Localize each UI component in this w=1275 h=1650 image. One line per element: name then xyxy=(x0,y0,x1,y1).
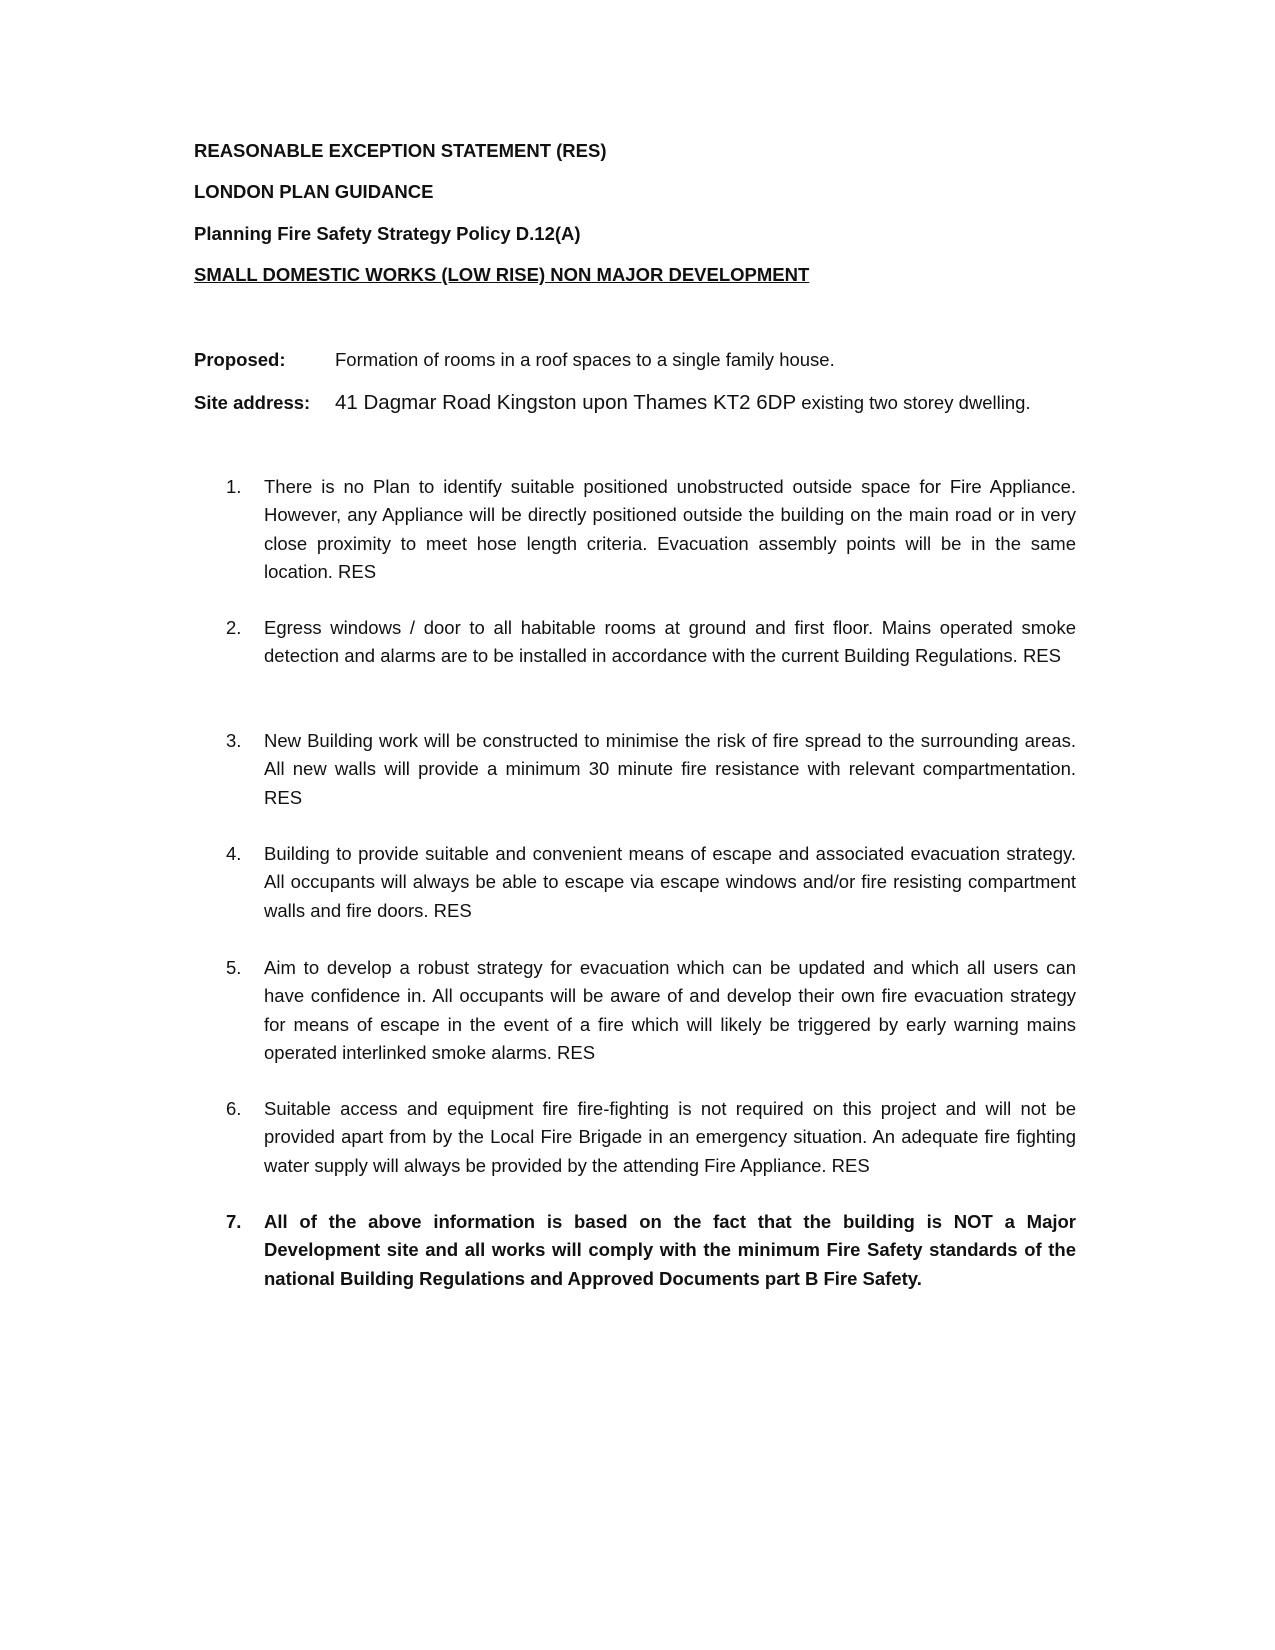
heading-london-plan: LONDON PLAN GUIDANCE xyxy=(194,181,434,202)
site-address-suffix: existing two storey dwelling. xyxy=(796,392,1031,413)
list-item-number: 1. xyxy=(226,476,242,497)
list-item-number: 7. xyxy=(226,1211,242,1232)
list-item-text: Aim to develop a robust strategy for evacuation which can be updated and which all users can have confidence in. All occupants will be aware of and develop their own fire evacuation strategy for means of escape in the event of a fire which will likely be triggered by early warning mains operated interlinked smoke alarms. RES xyxy=(264,957,1076,1063)
list-item-text: Egress windows / door to all habitable rooms at ground and first floor. Mains operated smoke detection and alarms are to be installed in accordance with the current Building Regulations. RES xyxy=(264,617,1076,667)
heading-small-domestic: SMALL DOMESTIC WORKS (LOW RISE) NON MAJOR DEVELOPMENT xyxy=(194,264,810,285)
proposed-label: Proposed: xyxy=(194,349,286,370)
list-item-number: 2. xyxy=(226,617,242,638)
site-address-label: Site address: xyxy=(194,392,311,413)
site-address-main: 41 Dagmar Road Kingston upon Thames KT2 6DP xyxy=(335,391,797,414)
heading-res: REASONABLE EXCEPTION STATEMENT (RES) xyxy=(194,140,607,161)
list-item-text: Building to provide suitable and convenient means of escape and associated evacuation strategy. All occupants will always be able to escape via escape windows and/or fire resisting compartment walls and fire doors. RES xyxy=(264,843,1076,921)
list-item-number: 5. xyxy=(226,957,242,978)
list-item-text: All of the above information is based on the fact that the building is NOT a Major Development site and all works will comply with the minimum Fire Safety standards of the national Building Regulations and Approved Documents part B Fire Safety. xyxy=(264,1211,1076,1289)
heading-policy: Planning Fire Safety Strategy Policy D.12(A) xyxy=(194,223,581,244)
list-item-text: There is no Plan to identify suitable positioned unobstructed outside space for Fire Appliance. However, any Appliance will be directly positioned outside the building on the main road or in very close proximity to meet hose length criteria. Evacuation assembly points will be in the same location. RES xyxy=(264,476,1076,582)
list-item-text: Suitable access and equipment fire fire-fighting is not required on this project and will not be provided apart from by the Local Fire Brigade in an emergency situation. An adequate fire fighting water supply will always be provided by the attending Fire Appliance. RES xyxy=(264,1098,1076,1176)
list-item-number: 4. xyxy=(226,843,242,864)
site-address-value xyxy=(335,392,1031,414)
list-item-number: 3. xyxy=(226,730,242,751)
list-item-text: New Building work will be constructed to minimise the risk of fire spread to the surrounding areas. All new walls will provide a minimum 30 minute fire resistance with relevant compartmentation. RES xyxy=(264,730,1076,808)
list-item-number: 6. xyxy=(226,1098,242,1119)
proposed-value: Formation of rooms in a roof spaces to a single family house. xyxy=(335,349,835,370)
